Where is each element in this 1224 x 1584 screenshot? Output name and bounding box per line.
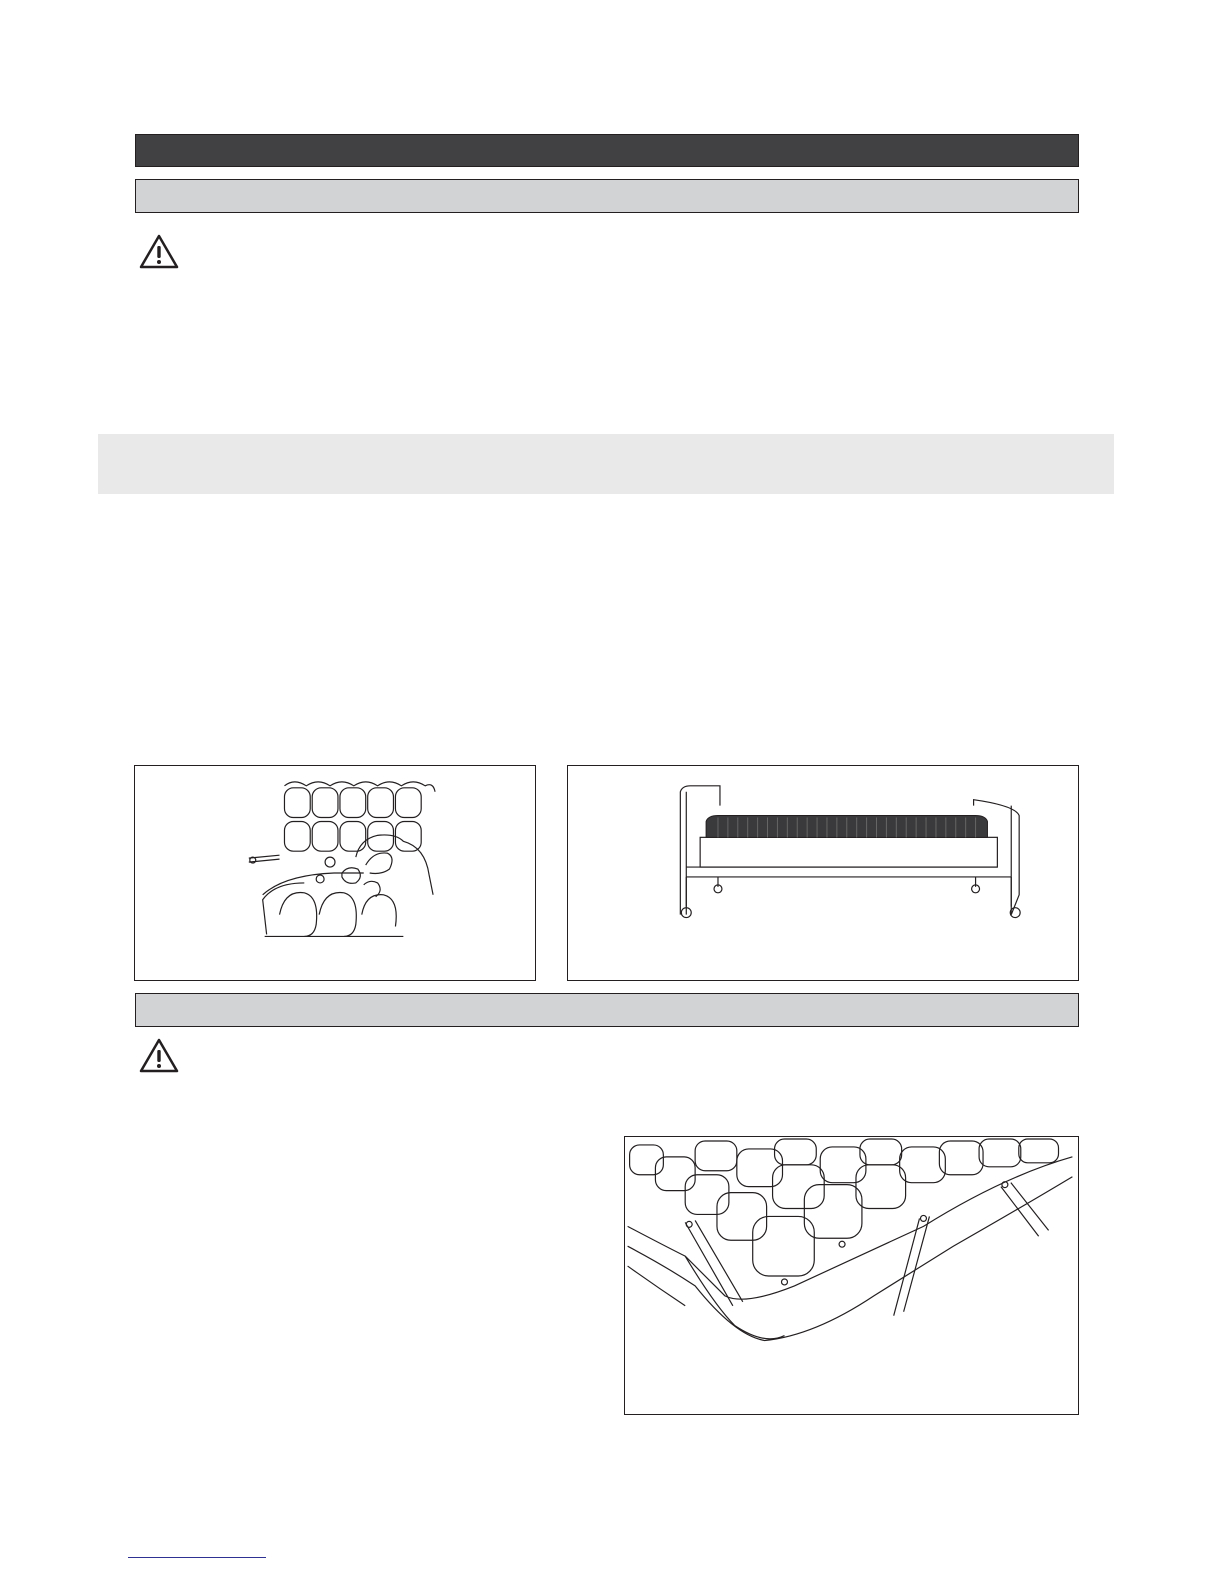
section-bar-2 xyxy=(135,993,1079,1027)
footer-rule xyxy=(128,1557,266,1558)
header-bar xyxy=(135,134,1079,167)
warning-triangle-icon xyxy=(139,1038,179,1074)
figure-cushion-valve xyxy=(134,765,536,981)
warning-triangle-icon xyxy=(139,234,179,270)
figure-cushion-straps xyxy=(624,1136,1079,1415)
figure-bed xyxy=(567,765,1079,981)
section-bar-1 xyxy=(135,179,1079,213)
highlight-band xyxy=(98,434,1114,494)
